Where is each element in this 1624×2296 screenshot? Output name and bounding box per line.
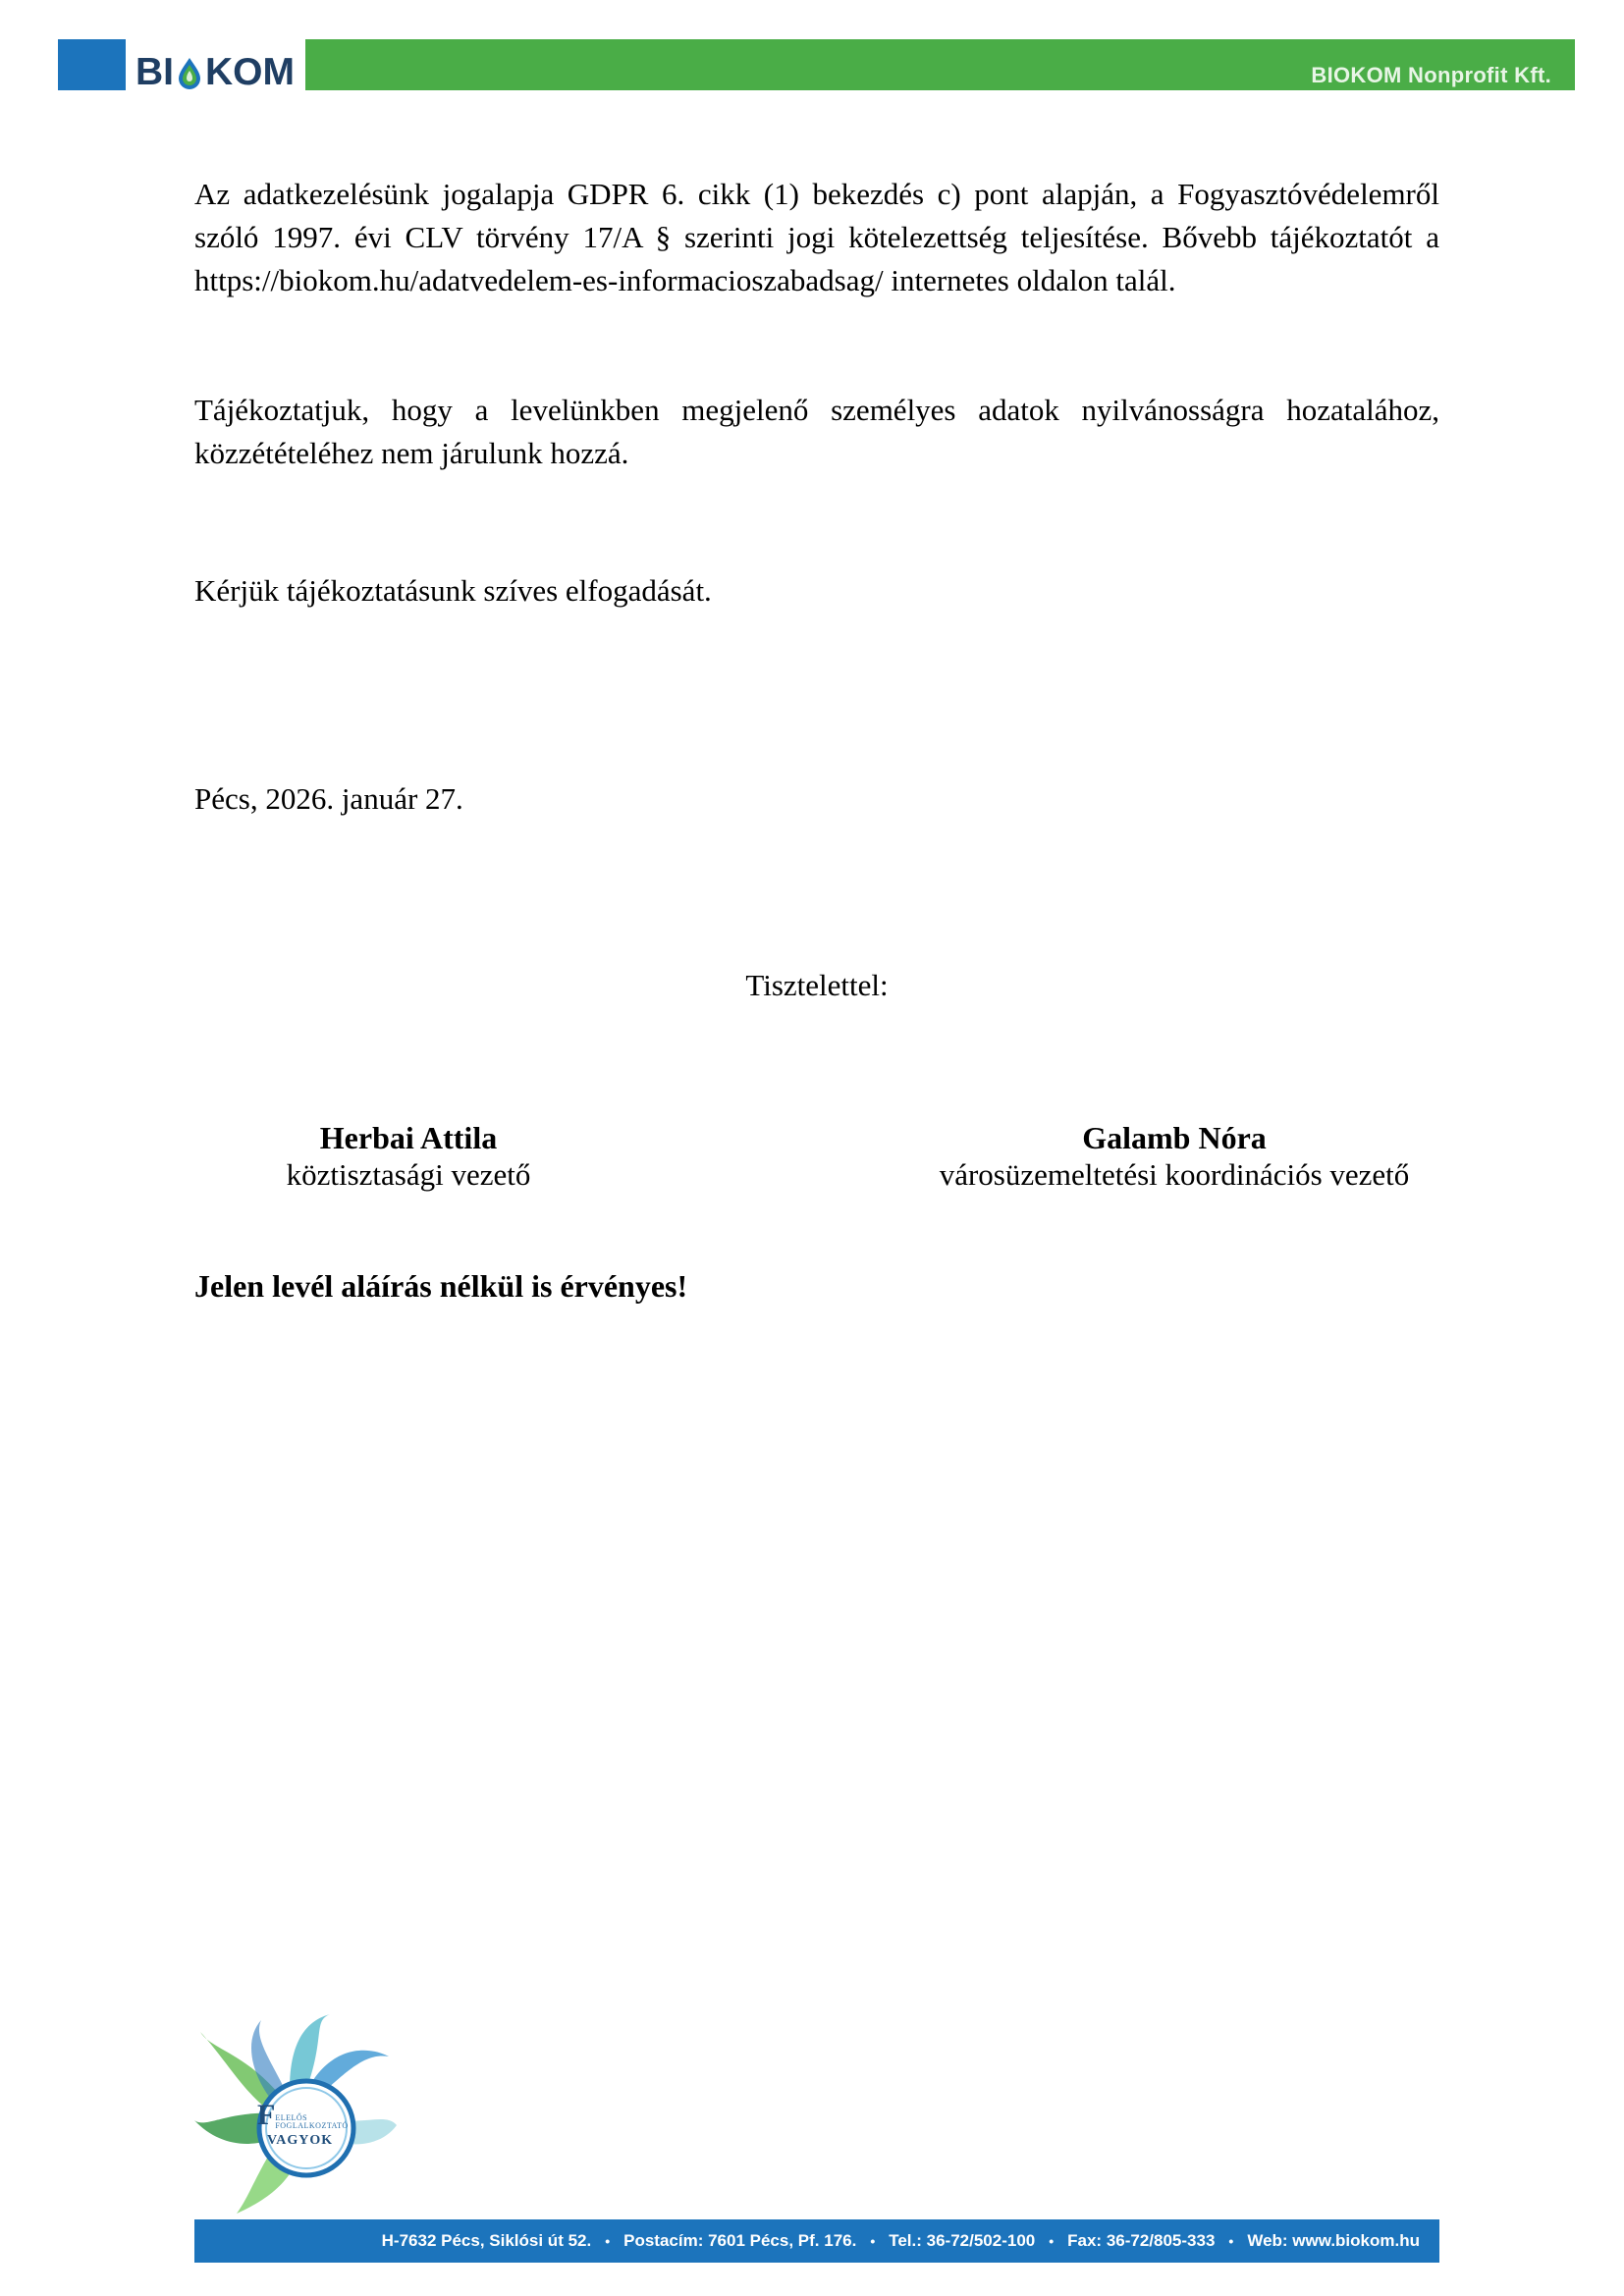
footer-phone: Tel.: 36-72/502-100 bbox=[889, 2231, 1036, 2250]
footer-fax: Fax: 36-72/805-333 bbox=[1067, 2231, 1216, 2250]
logo-text-left: BI bbox=[135, 51, 174, 93]
signer-name: Galamb Nóra bbox=[1082, 1120, 1267, 1155]
footer-separator: • bbox=[1228, 2233, 1234, 2249]
signer-title: köztisztasági vezető bbox=[286, 1157, 531, 1192]
emblem-text-mid: FOGLALKOZTATÓ bbox=[275, 2121, 349, 2130]
company-name: BIOKOM Nonprofit Kft. bbox=[1311, 63, 1551, 87]
biokom-logo bbox=[135, 51, 295, 94]
water-drop-icon bbox=[175, 56, 204, 89]
date-line: Pécs, 2026. január 27. bbox=[194, 781, 463, 816]
emblem-initial: F bbox=[257, 2099, 276, 2131]
emblem-text-top: ELELŐS bbox=[275, 2113, 308, 2122]
consent-paragraph: Tájékoztatjuk, hogy a levelünkben megjelenő személyes adatok nyilvánosságra hozatalához, közzétételéhez nem járulunk hozzá. bbox=[194, 393, 1439, 470]
signer-title: városüzemeltetési koordinációs vezető bbox=[939, 1157, 1410, 1192]
footer-separator: • bbox=[1049, 2233, 1055, 2249]
footer-web: Web: www.biokom.hu bbox=[1247, 2231, 1420, 2250]
footer-separator: • bbox=[605, 2233, 611, 2249]
closing-line: Tisztelettel: bbox=[745, 968, 889, 1002]
header-blue-block bbox=[58, 39, 126, 90]
emblem-small-block bbox=[275, 2114, 348, 2130]
signature-right bbox=[911, 1119, 1437, 1194]
validity-notice: Jelen levél aláírás nélkül is érvényes! bbox=[194, 1268, 688, 1304]
responsible-employer-emblem bbox=[192, 2012, 399, 2218]
footer-postal: Postacím: 7601 Pécs, Pf. 176. bbox=[623, 2231, 857, 2250]
footer-address: H-7632 Pécs, Siklósi út 52. bbox=[381, 2231, 592, 2250]
logo-text-right: KOM bbox=[205, 51, 295, 93]
gdpr-paragraph: Az adatkezelésünk jogalapja GDPR 6. cikk (1) bekezdés c) pont alapján, a Fogyasztóvédelemről szóló 1997. évi CLV törvény 17/A § szerinti jogi kötelezettség teljesítése. Bővebb tájékoztatót a https://biokom.hu/adatvedelem-es-informacioszabadsag/ internetes oldalon talál. bbox=[194, 177, 1439, 297]
signature-left bbox=[194, 1119, 623, 1194]
footer-contact-bar bbox=[194, 2219, 1439, 2263]
signer-name: Herbai Attila bbox=[319, 1120, 498, 1155]
footer-separator: • bbox=[870, 2233, 876, 2249]
header-green-bar bbox=[305, 39, 1575, 90]
request-line: Kérjük tájékoztatásunk szíves elfogadását. bbox=[194, 573, 712, 608]
emblem-text-bottom: VAGYOK bbox=[267, 2133, 334, 2148]
